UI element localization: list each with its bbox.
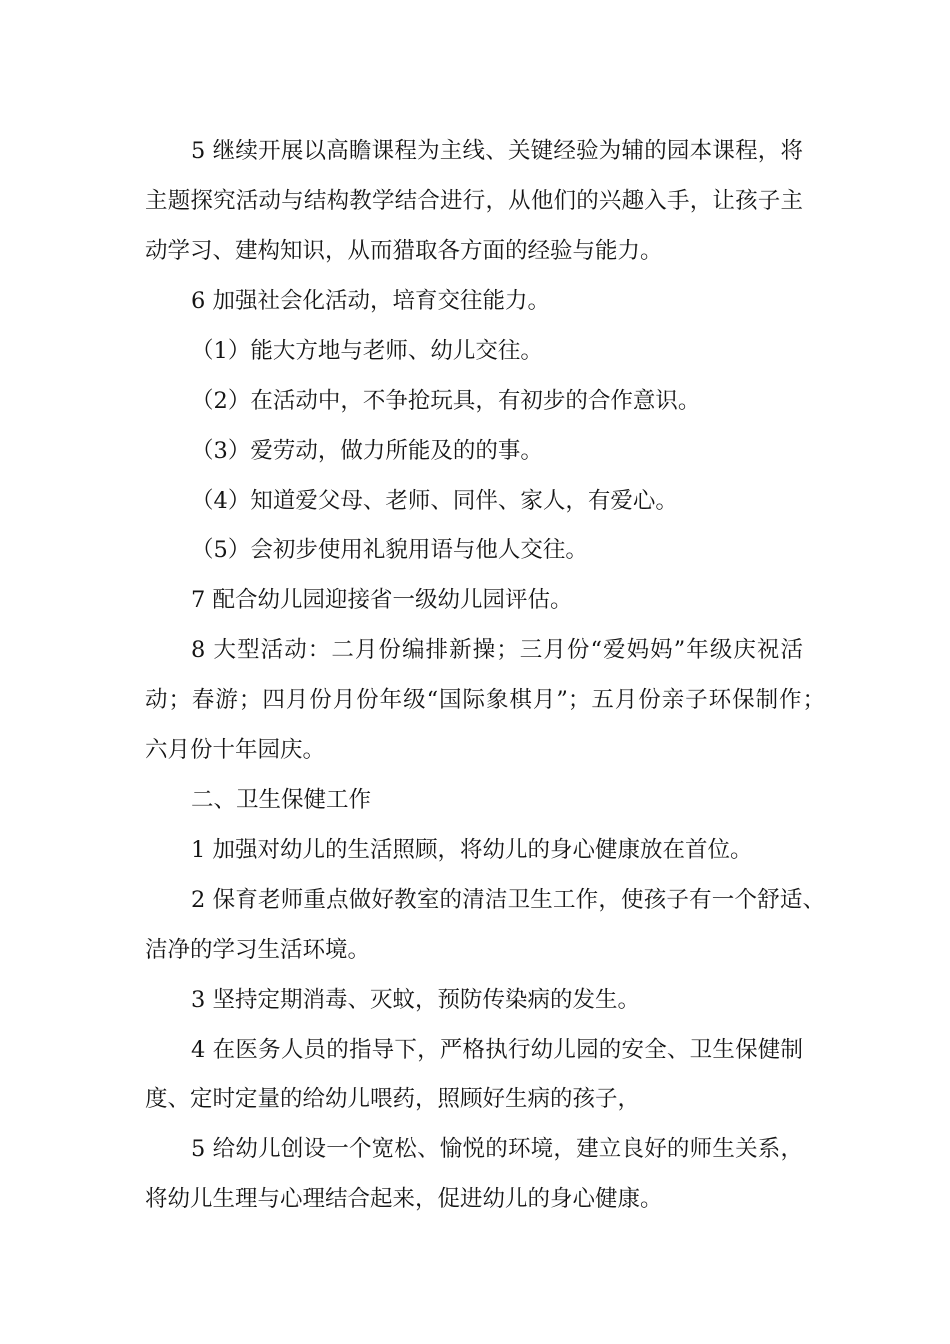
text-line: 将幼儿生理与心理结合起来，促进幼儿的身心健康。 bbox=[145, 1186, 663, 1212]
section-heading: 二、卫生保健工作 bbox=[191, 787, 372, 813]
text-line: 4 在医务人员的指导下，严格执行幼儿园的安全、卫生保健制 bbox=[191, 1037, 803, 1063]
text-line: 度、定时定量的给幼儿喂药，照顾好生病的孩子， bbox=[145, 1086, 641, 1112]
text-line: 洁净的学习生活环境。 bbox=[145, 937, 371, 963]
text-line: （1）能大方地与老师、幼儿交往。 bbox=[191, 338, 543, 364]
text-line: （3）爱劳动，做力所能及的的事。 bbox=[191, 438, 543, 464]
text-line: 7 配合幼儿园迎接省一级幼儿园评估。 bbox=[191, 587, 573, 613]
text-line: （2）在活动中，不争抢玩具，有初步的合作意识。 bbox=[191, 388, 701, 414]
text-line: （5）会初步使用礼貌用语与他人交往。 bbox=[191, 537, 588, 563]
text-line: （4）知道爱父母、老师、同伴、家人，有爱心。 bbox=[191, 488, 678, 514]
text-line: 2 保育老师重点做好教室的清洁卫生工作，使孩子有一个舒适、 bbox=[191, 887, 825, 913]
text-line: 6 加强社会化活动，培育交往能力。 bbox=[191, 288, 550, 314]
text-line: 5 给幼儿创设一个宽松、愉悦的环境，建立良好的师生关系， bbox=[191, 1136, 803, 1162]
text-line: 1 加强对幼儿的生活照顾，将幼儿的身心健康放在首位。 bbox=[191, 837, 753, 863]
text-line: 主题探究活动与结构教学结合进行，从他们的兴趣入手，让孩子主 bbox=[145, 188, 803, 214]
text-line: 六月份十年园庆。 bbox=[145, 737, 326, 763]
text-line: 3 坚持定期消毒、灭蚊，预防传染病的发生。 bbox=[191, 987, 640, 1013]
text-line: 动学习、建构知识，从而猎取各方面的经验与能力。 bbox=[145, 238, 663, 264]
text-line: 5 继续开展以高瞻课程为主线、关键经验为辅的园本课程，将 bbox=[191, 138, 803, 164]
text-line: 动；春游；四月份月份年级“国际象棋月”；五月份亲子环保制作； bbox=[145, 687, 825, 713]
text-line: 8 大型活动：二月份编排新操；三月份“爱妈妈”年级庆祝活 bbox=[191, 637, 803, 663]
